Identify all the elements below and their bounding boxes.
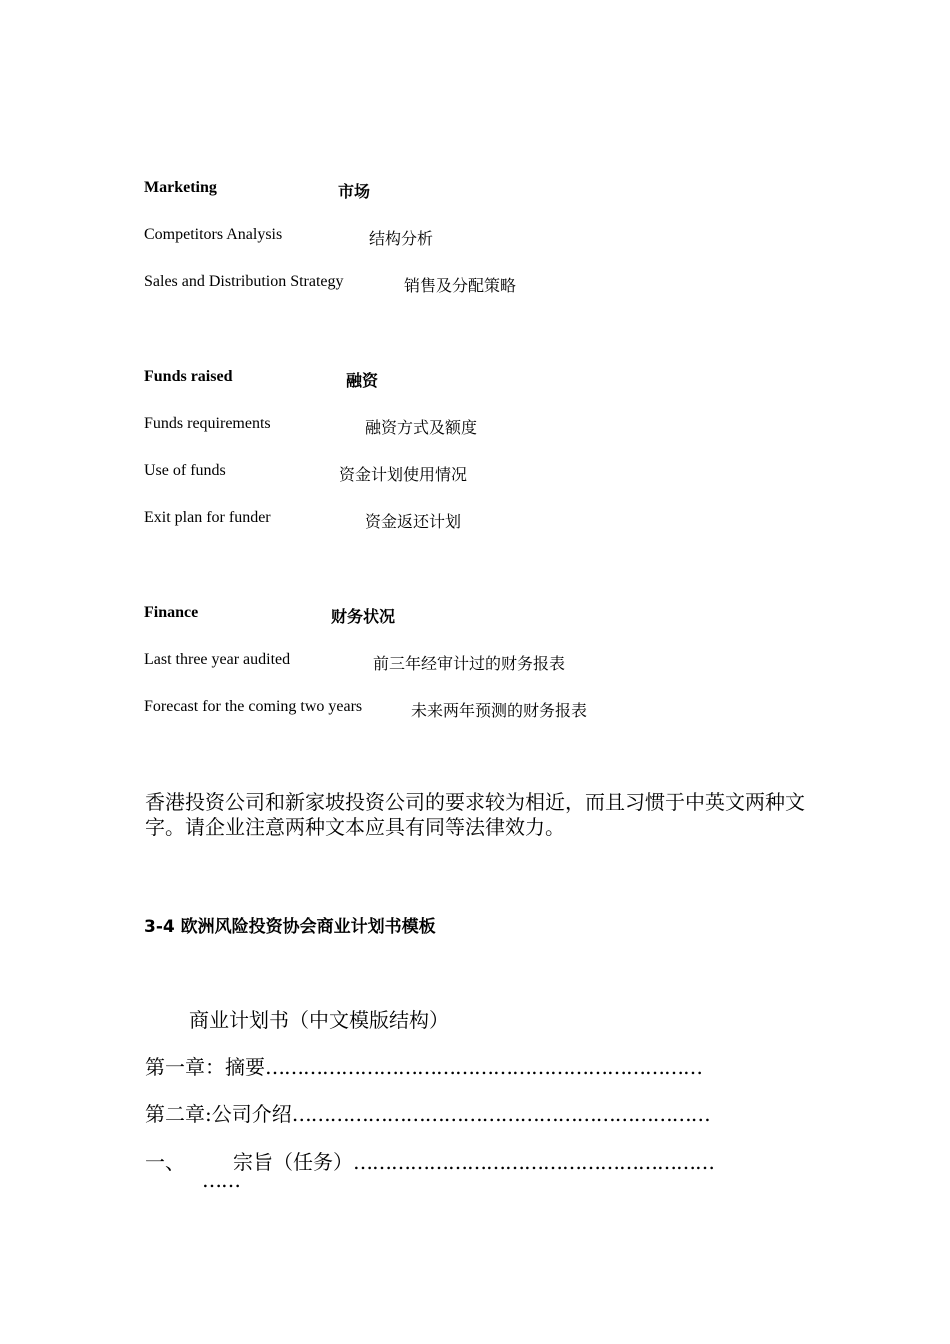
toc-item-1-dots: ………………………………………………… xyxy=(353,1150,714,1174)
funds-requirements-en: Funds requirements xyxy=(144,415,271,432)
toc-chapter-2-label: 第二章:公司介绍 xyxy=(145,1102,292,1126)
last-three-year-cn: 前三年经审计过的财务报表 xyxy=(373,654,566,673)
forecast-cn: 未来两年预测的财务报表 xyxy=(411,701,588,720)
marketing-heading-en: Marketing xyxy=(144,179,217,196)
toc-chapter-2 xyxy=(145,1098,710,1127)
toc-chapter-1-dots: …………………………………………………………… xyxy=(265,1055,702,1079)
sales-strategy-en: Sales and Distribution Strategy xyxy=(144,273,344,290)
toc-item-1-label: 宗旨（任务） xyxy=(233,1150,353,1174)
last-three-year-en: Last three year audited xyxy=(144,651,291,668)
template-heading: 3-4 欧洲风险投资协会商业计划书模板 xyxy=(144,917,436,937)
funds-heading-cn: 融资 xyxy=(346,371,379,390)
notice-paragraph: 香港投资公司和新家坡投资公司的要求较为相近，而且习惯于中英文两种文字。请企业注意两种文本应具有同等法律效力。 xyxy=(145,790,805,839)
toc-title: 商业计划书（中文模版结构） xyxy=(189,1008,449,1032)
marketing-heading-cn: 市场 xyxy=(338,182,371,201)
toc-chapter-2-dots: ………………………………………………………… xyxy=(291,1102,710,1126)
sales-strategy-cn: 销售及分配策略 xyxy=(404,276,517,295)
competitors-analysis-en: Competitors Analysis xyxy=(144,226,283,243)
funds-heading-en: Funds raised xyxy=(144,368,233,385)
toc-item-1 xyxy=(233,1146,714,1175)
finance-heading-en: Finance xyxy=(144,604,199,621)
toc-chapter-1-label: 第一章：摘要 xyxy=(145,1055,265,1079)
use-of-funds-cn: 资金计划使用情况 xyxy=(339,465,468,484)
funds-requirements-cn: 融资方式及额度 xyxy=(365,418,478,437)
toc-item-1-number: 一、 xyxy=(145,1150,185,1174)
use-of-funds-en: Use of funds xyxy=(144,462,226,479)
finance-heading-cn: 财务状况 xyxy=(331,607,396,626)
competitors-analysis-cn: 结构分析 xyxy=(369,229,434,248)
toc-chapter-1 xyxy=(145,1051,702,1080)
exit-plan-en: Exit plan for funder xyxy=(144,509,271,526)
toc-item-1-dots-continued: …… xyxy=(202,1168,240,1192)
exit-plan-cn: 资金返还计划 xyxy=(365,512,462,531)
forecast-en: Forecast for the coming two years xyxy=(144,698,363,715)
